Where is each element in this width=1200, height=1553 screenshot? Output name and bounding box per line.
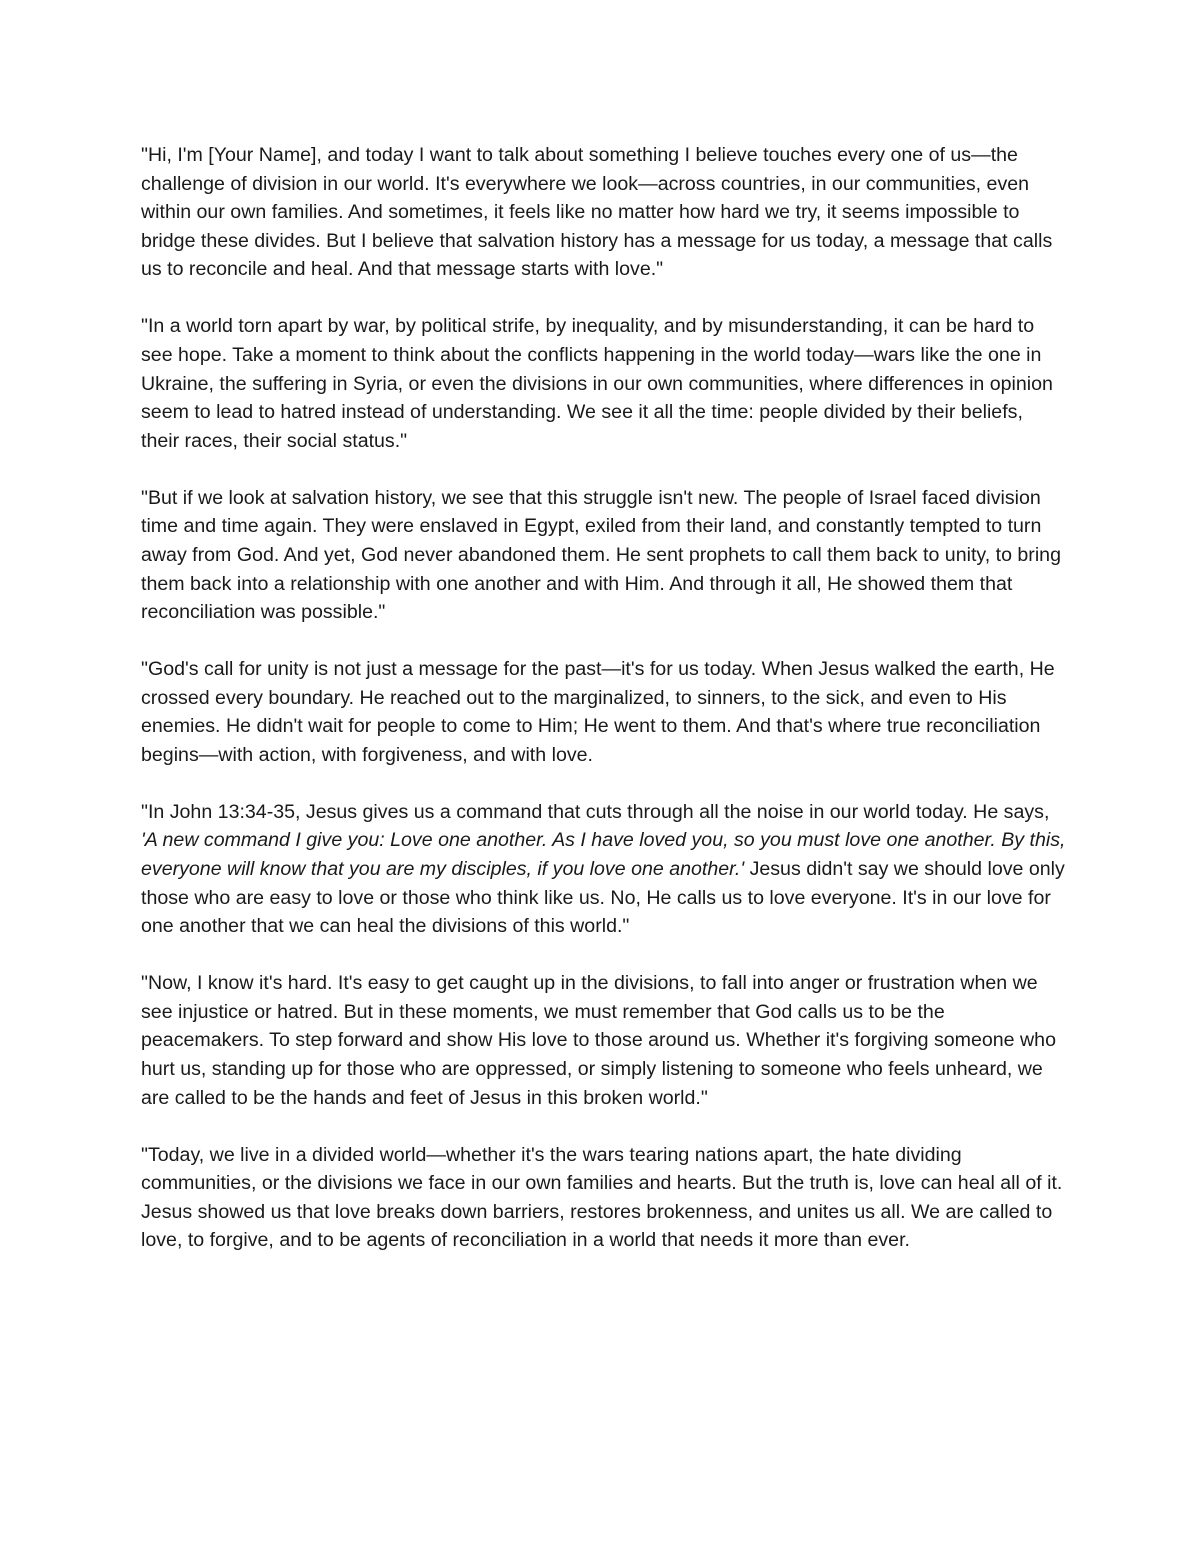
paragraph-john-command-intro: "In John 13:34-35, Jesus gives us a command that cuts through all the noise in our world today. He says,: [141, 800, 1050, 823]
paragraph-john-command-rest: Jesus didn't say we should love only those who are easy to love or those who think like us. No, He calls us to love everyone. It's in our love for one another that we can heal the divisions of this world.": [141, 858, 1065, 938]
paragraph-introduction: "Hi, I'm [Your Name], and today I want to talk about something I believe touches every one of us—the challenge of division in our world. It's everywhere we look—across countries, in our communities, even within our own families. And sometimes, it feels like no matter how hard we try, it seems impossible to bridge these divides. But I believe that salvation history has a message for us today, a message that calls us to reconcile and heal. And that message starts with love.": [141, 144, 1053, 281]
scripture-quote: 'A new command I give you: Love one another. As I have loved you, so you must love one another. By this, everyone will know that you are my disciples, if you love one another.': [141, 829, 1066, 881]
paragraph-call-for-unity: "God's call for unity is not just a message for the past—it's for us today. When Jesus walked the earth, He crossed every boundary. He reached out to the marginalized, to sinners, to the sick, and even to His enemies. He didn't wait for people to come to Him; He went to them. And that's where true reconciliation begins—with action, with forgiveness, and with love.: [141, 658, 1055, 766]
paragraph-peacemakers: "Now, I know it's hard. It's easy to get caught up in the divisions, to fall into anger or frustration when we see injustice or hatred. But in these moments, we must remember that God calls us to be the peacemakers. To step forward and show His love to those around us. Whether it's forgiving someone who hurt us, standing up for those who are oppressed, or simply listening to someone who feels unheard, we are called to be the hands and feet of Jesus in this broken world.": [141, 972, 1056, 1109]
paragraph-conclusion: "Today, we live in a divided world—whether it's the wars tearing nations apart, the hate dividing communities, or the divisions we face in our own families and hearts. But the truth is, love can heal all of it. Jesus showed us that love breaks down barriers, restores brokenness, and unites us all. We are called to love, to forgive, and to be agents of reconciliation in a world that needs it more than ever.: [141, 1143, 1063, 1252]
document-body: [141, 141, 1066, 1255]
paragraph-john-command: [141, 798, 1066, 941]
paragraph-world-conflicts: "In a world torn apart by war, by political strife, by inequality, and by misunderstanding, it can be hard to see hope. Take a moment to think about the conflicts happening in the world today—wars like the one in Ukraine, the suffering in Syria, or even the divisions in our own communities, where differences in opinion seem to lead to hatred instead of understanding. We see it all the time: people divided by their beliefs, their races, their social status.": [141, 315, 1053, 452]
paragraph-salvation-history: "But if we look at salvation history, we see that this struggle isn't new. The people of Israel faced division time and time again. They were enslaved in Egypt, exiled from their land, and constantly tempted to turn away from God. And yet, God never abandoned them. He sent prophets to call them back to unity, to bring them back into a relationship with one another and with Him. And through it all, He showed them that reconciliation was possible.": [141, 486, 1061, 624]
